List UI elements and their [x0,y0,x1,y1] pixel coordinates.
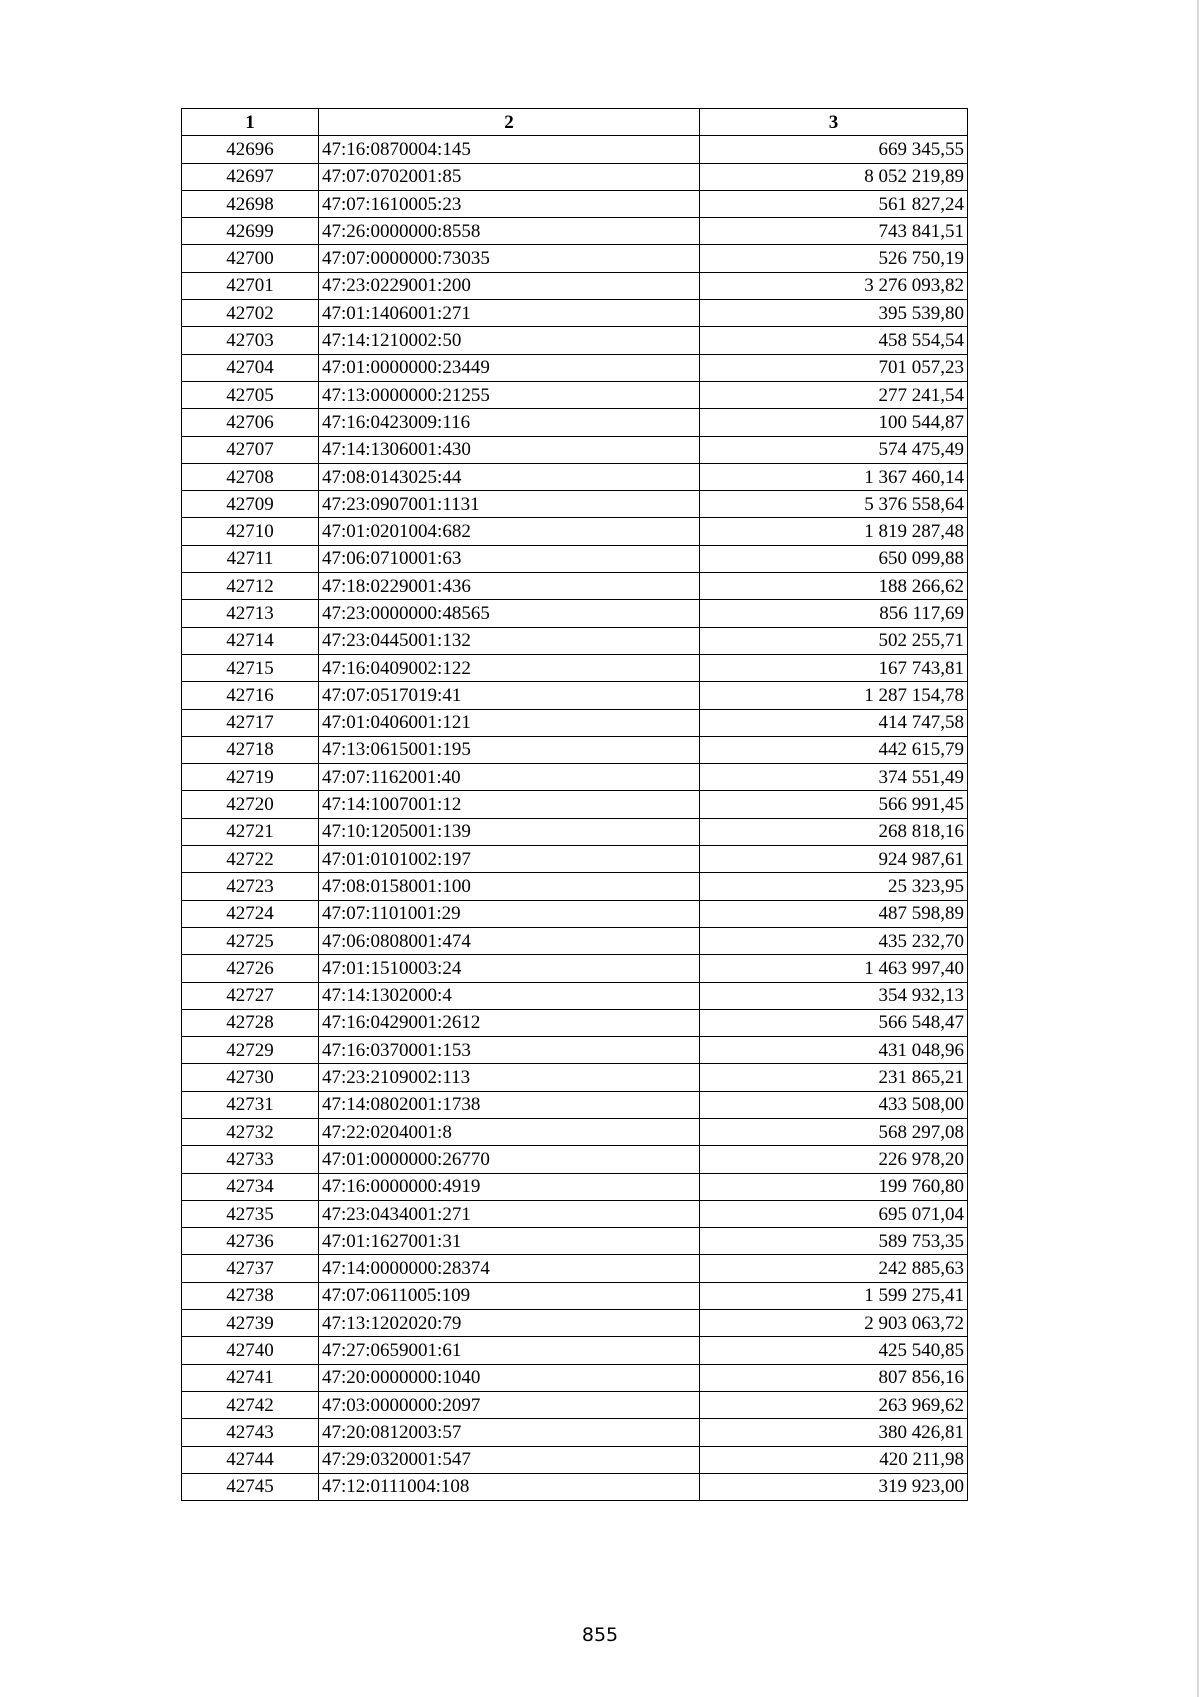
row-number-cell: 42737 [182,1255,319,1282]
cadastral-number-cell: 47:16:0370001:153 [319,1037,700,1064]
value-cell: 1 463 997,40 [700,955,968,982]
row-number-cell: 42721 [182,818,319,845]
value-cell: 226 978,20 [700,1146,968,1173]
row-number-cell: 42716 [182,682,319,709]
row-number-cell: 42734 [182,1173,319,1200]
table-row [182,272,968,299]
row-number-cell: 42709 [182,491,319,518]
value-cell: 568 297,08 [700,1118,968,1145]
cadastral-number-cell: 47:20:0812003:57 [319,1419,700,1446]
value-cell: 566 548,47 [700,1009,968,1036]
value-cell: 414 747,58 [700,709,968,736]
value-cell: 1 819 287,48 [700,518,968,545]
table-row [182,491,968,518]
cadastral-number-cell: 47:13:0000000:21255 [319,381,700,408]
value-cell: 268 818,16 [700,818,968,845]
page-edge-divider [1197,0,1199,1697]
table-row [182,1446,968,1473]
row-number-cell: 42697 [182,163,319,190]
table-row [182,300,968,327]
value-cell: 487 598,89 [700,900,968,927]
row-number-cell: 42704 [182,354,319,381]
value-cell: 743 841,51 [700,218,968,245]
value-cell: 442 615,79 [700,736,968,763]
cadastral-number-cell: 47:14:1302000:4 [319,982,700,1009]
value-cell: 188 266,62 [700,573,968,600]
row-number-cell: 42710 [182,518,319,545]
cadastral-number-cell: 47:18:0229001:436 [319,573,700,600]
table-row [182,218,968,245]
value-cell: 425 540,85 [700,1337,968,1364]
row-number-cell: 42698 [182,190,319,217]
value-cell: 435 232,70 [700,927,968,954]
data-table [181,108,968,1501]
table-row [182,1337,968,1364]
table-row [182,654,968,681]
table-row [182,1064,968,1091]
row-number-cell: 42712 [182,573,319,600]
value-cell: 231 865,21 [700,1064,968,1091]
row-number-cell: 42705 [182,381,319,408]
table-row [182,327,968,354]
value-cell: 319 923,00 [700,1473,968,1500]
cadastral-number-cell: 47:14:0000000:28374 [319,1255,700,1282]
cadastral-number-cell: 47:22:0204001:8 [319,1118,700,1145]
cadastral-number-cell: 47:16:0409002:122 [319,654,700,681]
value-cell: 100 544,87 [700,409,968,436]
row-number-cell: 42727 [182,982,319,1009]
table-row [182,573,968,600]
value-cell: 526 750,19 [700,245,968,272]
row-number-cell: 42728 [182,1009,319,1036]
value-cell: 263 969,62 [700,1391,968,1418]
value-cell: 433 508,00 [700,1091,968,1118]
row-number-cell: 42711 [182,545,319,572]
row-number-cell: 42736 [182,1228,319,1255]
table-row [182,627,968,654]
cadastral-number-cell: 47:14:1007001:12 [319,791,700,818]
row-number-cell: 42742 [182,1391,319,1418]
cadastral-number-cell: 47:06:0710001:63 [319,545,700,572]
row-number-cell: 42745 [182,1473,319,1500]
row-number-cell: 42713 [182,600,319,627]
row-number-cell: 42699 [182,218,319,245]
column-header-3: 3 [700,109,968,136]
cadastral-number-cell: 47:08:0158001:100 [319,873,700,900]
table-row [182,736,968,763]
table-row [182,764,968,791]
cadastral-number-cell: 47:14:0802001:1738 [319,1091,700,1118]
table-row [182,709,968,736]
value-cell: 5 376 558,64 [700,491,968,518]
row-number-cell: 42714 [182,627,319,654]
cadastral-number-cell: 47:07:0611005:109 [319,1282,700,1309]
row-number-cell: 42707 [182,436,319,463]
value-cell: 502 255,71 [700,627,968,654]
page-number: 855 [581,1624,619,1646]
cadastral-number-cell: 47:14:1306001:430 [319,436,700,463]
value-cell: 695 071,04 [700,1200,968,1227]
cadastral-number-cell: 47:14:1210002:50 [319,327,700,354]
cadastral-number-cell: 47:23:0445001:132 [319,627,700,654]
row-number-cell: 42720 [182,791,319,818]
value-cell: 431 048,96 [700,1037,968,1064]
row-number-cell: 42725 [182,927,319,954]
table-row [182,1228,968,1255]
cadastral-number-cell: 47:23:2109002:113 [319,1064,700,1091]
value-cell: 380 426,81 [700,1419,968,1446]
row-number-cell: 42703 [182,327,319,354]
table-row [182,682,968,709]
row-number-cell: 42733 [182,1146,319,1173]
cadastral-number-cell: 47:01:0000000:23449 [319,354,700,381]
row-number-cell: 42735 [182,1200,319,1227]
cadastral-number-cell: 47:23:0000000:48565 [319,600,700,627]
table-row [182,873,968,900]
table-row [182,791,968,818]
cadastral-number-cell: 47:23:0907001:1131 [319,491,700,518]
cadastral-number-cell: 47:06:0808001:474 [319,927,700,954]
table-row [182,436,968,463]
value-cell: 8 052 219,89 [700,163,968,190]
table-row [182,1009,968,1036]
table-row [182,1391,968,1418]
row-number-cell: 42696 [182,136,319,163]
column-header-1: 1 [182,109,319,136]
cadastral-number-cell: 47:12:0111004:108 [319,1473,700,1500]
value-cell: 458 554,54 [700,327,968,354]
row-number-cell: 42706 [182,409,319,436]
table-row [182,1255,968,1282]
value-cell: 566 991,45 [700,791,968,818]
table-row [182,1364,968,1391]
table-row [182,381,968,408]
row-number-cell: 42726 [182,955,319,982]
table-row [182,1146,968,1173]
row-number-cell: 42740 [182,1337,319,1364]
table-row [182,1200,968,1227]
table-row [182,190,968,217]
cadastral-number-cell: 47:23:0434001:271 [319,1200,700,1227]
row-number-cell: 42700 [182,245,319,272]
cadastral-number-cell: 47:16:0000000:4919 [319,1173,700,1200]
value-cell: 242 885,63 [700,1255,968,1282]
value-cell: 277 241,54 [700,381,968,408]
cadastral-number-cell: 47:29:0320001:547 [319,1446,700,1473]
cadastral-number-cell: 47:10:1205001:139 [319,818,700,845]
value-cell: 650 099,88 [700,545,968,572]
cadastral-number-cell: 47:27:0659001:61 [319,1337,700,1364]
cadastral-number-cell: 47:16:0870004:145 [319,136,700,163]
cadastral-number-cell: 47:07:0000000:73035 [319,245,700,272]
table-row [182,600,968,627]
table-row [182,245,968,272]
cadastral-number-cell: 47:01:0101002:197 [319,846,700,873]
value-cell: 420 211,98 [700,1446,968,1473]
value-cell: 807 856,16 [700,1364,968,1391]
column-header-2: 2 [319,109,700,136]
cadastral-number-cell: 47:13:1202020:79 [319,1310,700,1337]
row-number-cell: 42739 [182,1310,319,1337]
row-number-cell: 42741 [182,1364,319,1391]
table-row [182,1173,968,1200]
table-row [182,1118,968,1145]
cadastral-number-cell: 47:13:0615001:195 [319,736,700,763]
row-number-cell: 42732 [182,1118,319,1145]
row-number-cell: 42738 [182,1282,319,1309]
table-row [182,136,968,163]
cadastral-number-cell: 47:01:0406001:121 [319,709,700,736]
value-cell: 1 287 154,78 [700,682,968,709]
cadastral-number-cell: 47:07:1101001:29 [319,900,700,927]
table-row [182,1473,968,1500]
table-row [182,846,968,873]
value-cell: 199 760,80 [700,1173,968,1200]
cadastral-number-cell: 47:07:0517019:41 [319,682,700,709]
row-number-cell: 42731 [182,1091,319,1118]
row-number-cell: 42729 [182,1037,319,1064]
table-row [182,1310,968,1337]
cadastral-number-cell: 47:26:0000000:8558 [319,218,700,245]
table-row [182,1282,968,1309]
table-row [182,545,968,572]
table-row [182,354,968,381]
row-number-cell: 42715 [182,654,319,681]
row-number-cell: 42723 [182,873,319,900]
cadastral-number-cell: 47:23:0229001:200 [319,272,700,299]
cadastral-number-cell: 47:01:0201004:682 [319,518,700,545]
table-row [182,818,968,845]
cadastral-number-cell: 47:20:0000000:1040 [319,1364,700,1391]
value-cell: 1 367 460,14 [700,463,968,490]
row-number-cell: 42708 [182,463,319,490]
row-number-cell: 42701 [182,272,319,299]
row-number-cell: 42719 [182,764,319,791]
table-row [182,1419,968,1446]
value-cell: 589 753,35 [700,1228,968,1255]
cadastral-number-cell: 47:16:0429001:2612 [319,1009,700,1036]
cadastral-number-cell: 47:01:1406001:271 [319,300,700,327]
table-body [182,136,968,1501]
value-cell: 354 932,13 [700,982,968,1009]
row-number-cell: 42722 [182,846,319,873]
value-cell: 1 599 275,41 [700,1282,968,1309]
table-row [182,163,968,190]
cadastral-number-cell: 47:07:1610005:23 [319,190,700,217]
value-cell: 395 539,80 [700,300,968,327]
value-cell: 669 345,55 [700,136,968,163]
cadastral-number-cell: 47:03:0000000:2097 [319,1391,700,1418]
value-cell: 856 117,69 [700,600,968,627]
table-row [182,518,968,545]
cadastral-number-cell: 47:07:0702001:85 [319,163,700,190]
row-number-cell: 42743 [182,1419,319,1446]
cadastral-number-cell: 47:01:1510003:24 [319,955,700,982]
cadastral-number-cell: 47:07:1162001:40 [319,764,700,791]
value-cell: 3 276 093,82 [700,272,968,299]
value-cell: 25 323,95 [700,873,968,900]
row-number-cell: 42724 [182,900,319,927]
table-header-row [182,109,968,136]
value-cell: 2 903 063,72 [700,1310,968,1337]
row-number-cell: 42718 [182,736,319,763]
table-row [182,900,968,927]
value-cell: 167 743,81 [700,654,968,681]
table-row [182,1091,968,1118]
table-row [182,409,968,436]
row-number-cell: 42730 [182,1064,319,1091]
row-number-cell: 42717 [182,709,319,736]
cadastral-number-cell: 47:16:0423009:116 [319,409,700,436]
cadastral-number-cell: 47:01:0000000:26770 [319,1146,700,1173]
cadastral-number-cell: 47:01:1627001:31 [319,1228,700,1255]
value-cell: 574 475,49 [700,436,968,463]
row-number-cell: 42702 [182,300,319,327]
value-cell: 924 987,61 [700,846,968,873]
cadastral-number-cell: 47:08:0143025:44 [319,463,700,490]
value-cell: 701 057,23 [700,354,968,381]
table-row [182,927,968,954]
table-row [182,982,968,1009]
table-row [182,955,968,982]
table-row [182,1037,968,1064]
value-cell: 561 827,24 [700,190,968,217]
table-row [182,463,968,490]
row-number-cell: 42744 [182,1446,319,1473]
value-cell: 374 551,49 [700,764,968,791]
